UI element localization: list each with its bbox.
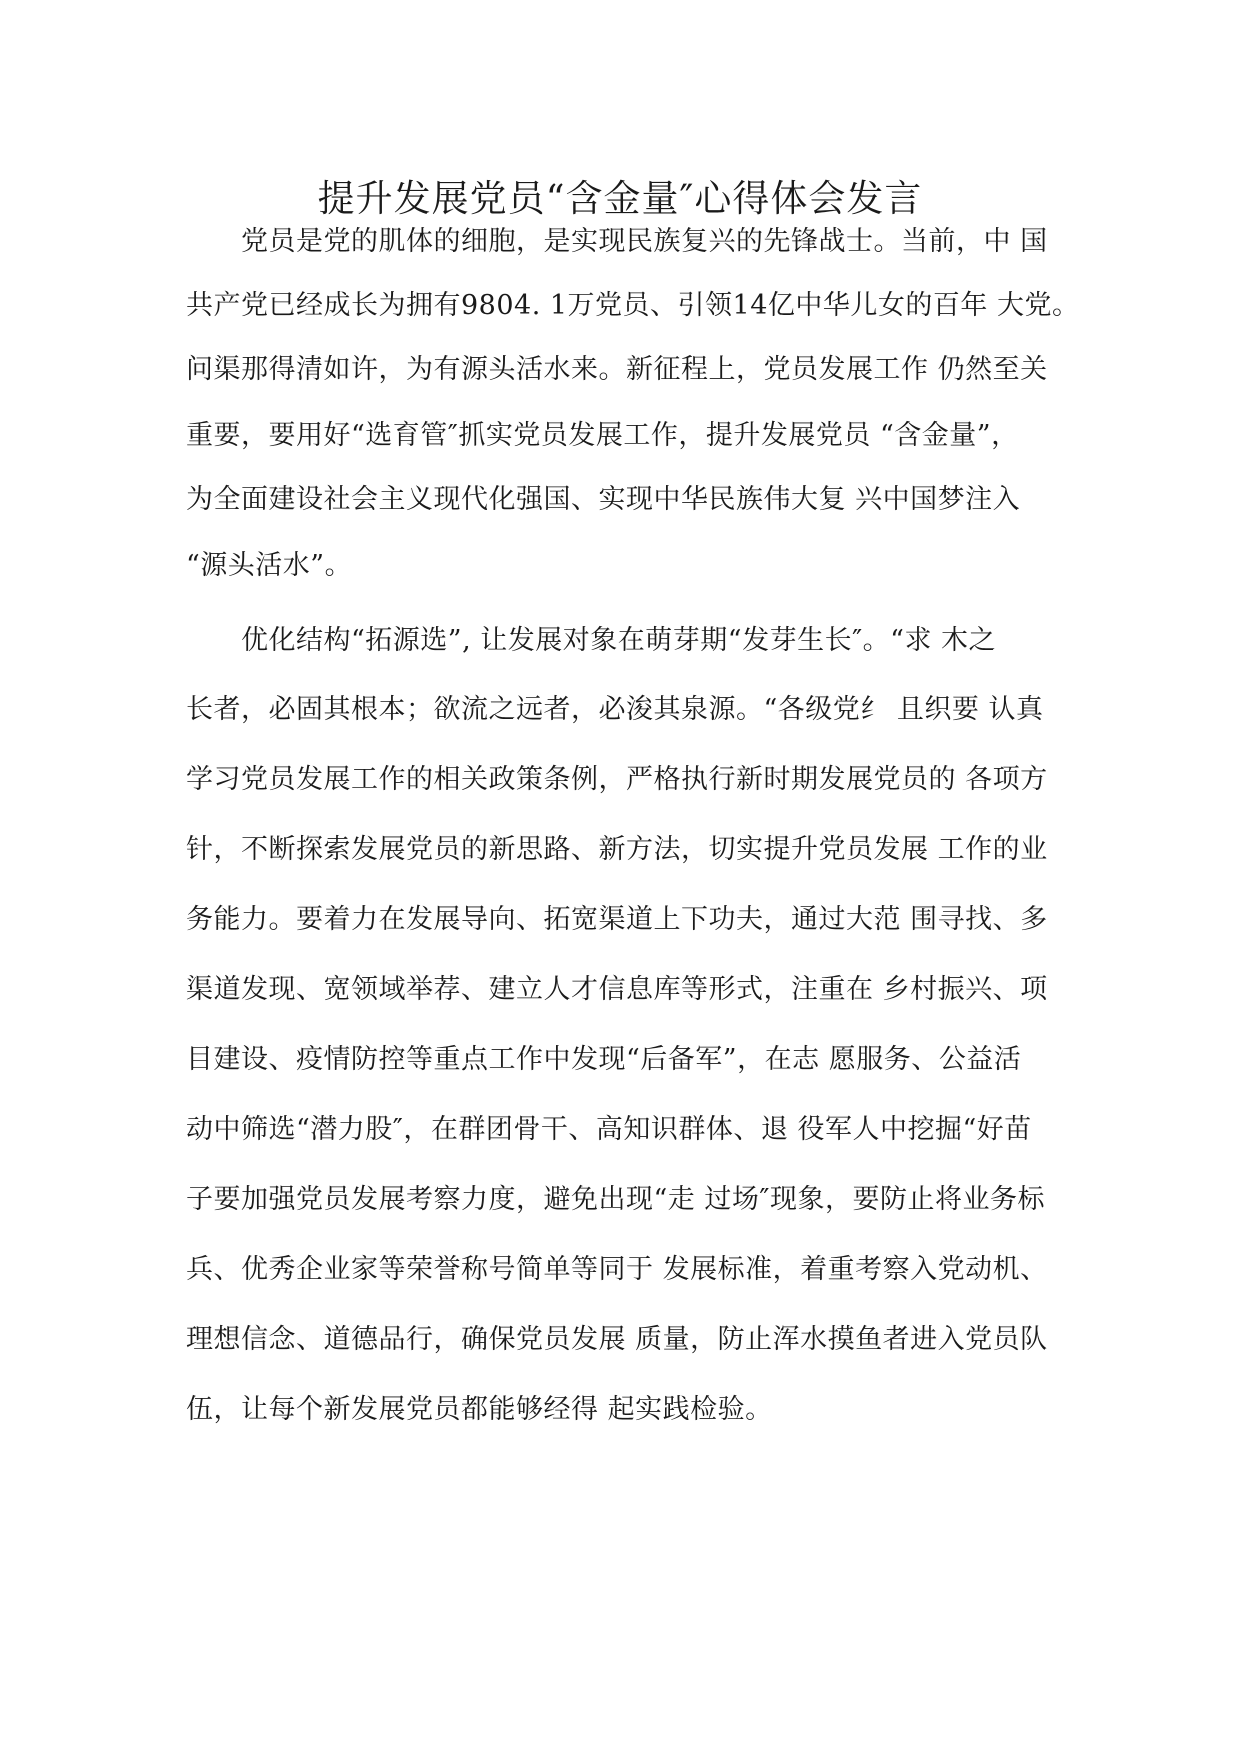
paragraph-line: 针，不断探索发展党员的新思路、新方法，切实提升党员发展 工作的业: [186, 834, 1048, 865]
paragraph-line: 目建设、疫情防控等重点工作中发现“后备军”，在志 愿服务、公益活: [186, 1044, 1022, 1075]
paragraph-line: 渠道发现、宽领域举荐、建立人才信息库等形式，注重在 乡村振兴、项: [186, 974, 1048, 1005]
paragraph-line: 优化结构“拓源选”, 让发展对象在萌芽期“发芽生长″。“求 木之: [186, 625, 997, 656]
paragraph-line: 子要加强党员发展考察力度，避免出现“走 过场″现象，要防止将业务标: [186, 1184, 1045, 1215]
paragraph-line: 务能力。要着力在发展导向、拓宽渠道上下功夫，通过大范 围寻找、多: [186, 904, 1048, 935]
paragraph-line: 问渠那得清如许，为有源头活水来。新征程上，党员发展工作 仍然至关: [186, 354, 1048, 385]
paragraph-line: 为全面建设社会主义现代化强国、实现中华民族伟大复 兴中国梦注入: [186, 484, 1021, 515]
paragraph-line: 学习党员发展工作的相关政策条例，严格执行新时期发展党员的 各项方: [186, 764, 1048, 795]
paragraph-line: 共产党已经成长为拥有9804. 1万党员、引领14亿中华儿女的百年 大党。: [186, 290, 1080, 321]
paragraph-line: 理想信念、道德品行，确保党员发展 质量，防止浑水摸鱼者进入党员队: [186, 1324, 1048, 1355]
paragraph-line: 重要，要用好“选育管″抓实党员发展工作，提升发展党员 “含金量”，: [186, 420, 1019, 451]
paragraph-line: 伍，让每个新发展党员都能够经得 起实践检验。: [186, 1394, 773, 1425]
document-title: 提升发展党员“含金量″心得体会发言: [317, 177, 923, 220]
paragraph-line: “源头活水”。: [186, 550, 353, 581]
paragraph-line: 党员是党的肌体的细胞，是实现民族复兴的先锋战士。当前，中 国: [186, 226, 1048, 257]
paragraph-line: 兵、优秀企业家等荣誉称号简单等同于 发展标准，着重考察入党动机、: [186, 1254, 1048, 1285]
paragraph-line: 长者，必固其根本；欲流之远者，必浚其泉源。“各级党纟 且织要 认真: [186, 694, 1044, 725]
paragraph-line: 动中筛选“潜力股″，在群团骨干、高知识群体、退 役军人中挖掘“好苗: [186, 1114, 1032, 1145]
